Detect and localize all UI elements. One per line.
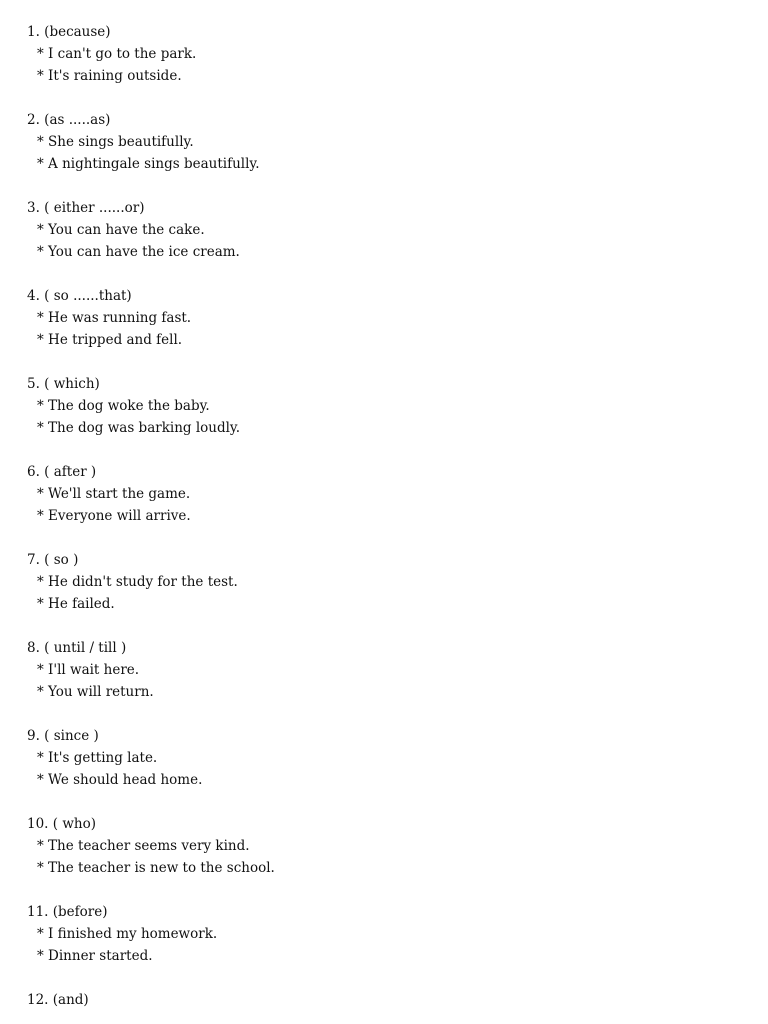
exercise-4	[27, 285, 768, 351]
exercise-sentence: * He didn't study for the test.	[37, 574, 238, 590]
exercise-sentence: * A nightingale sings beautifully.	[37, 156, 260, 172]
exercise-sentence: * The dog woke the baby.	[37, 398, 210, 414]
exercise-sentence: * You can have the ice cream.	[37, 244, 240, 260]
exercise-sentence: * I can't go to the park.	[37, 46, 197, 62]
exercise-12	[27, 989, 768, 1011]
exercise-8	[27, 637, 768, 703]
exercise-heading: 1. (because)	[27, 24, 111, 40]
exercise-sentence: * He was running fast.	[37, 310, 192, 326]
exercise-sentence: * I'll wait here.	[37, 662, 140, 678]
exercise-10	[27, 813, 768, 879]
exercise-heading: 9. ( since )	[27, 728, 99, 744]
exercise-11	[27, 901, 768, 967]
exercise-sentence: * We'll start the game.	[37, 486, 191, 502]
exercise-sentence: * The teacher seems very kind.	[37, 838, 250, 854]
exercise-sentence: * Dinner started.	[37, 948, 153, 964]
exercise-sentence: * The dog was barking loudly.	[37, 420, 241, 436]
exercise-3	[27, 197, 768, 263]
exercise-sentence: * We should head home.	[37, 772, 203, 788]
exercise-sentence: * The teacher is new to the school.	[37, 860, 275, 876]
exercise-7	[27, 549, 768, 615]
exercise-sentence: * Everyone will arrive.	[37, 508, 191, 524]
exercise-sentence: * You will return.	[37, 684, 154, 700]
exercise-1	[27, 21, 768, 87]
exercise-2	[27, 109, 768, 175]
exercise-heading: 7. ( so )	[27, 552, 79, 568]
exercise-5	[27, 373, 768, 439]
exercise-sentence: * She sings beautifully.	[37, 134, 194, 150]
exercise-sentence: * You can have the cake.	[37, 222, 205, 238]
exercise-heading: 3. ( either ......or)	[27, 200, 145, 216]
exercise-sentence: * I finished my homework.	[37, 926, 218, 942]
exercise-9	[27, 725, 768, 791]
exercise-heading: 8. ( until / till )	[27, 640, 127, 656]
exercise-heading: 6. ( after )	[27, 464, 97, 480]
exercise-sentence: * He tripped and fell.	[37, 332, 183, 348]
exercise-heading: 5. ( which)	[27, 376, 100, 392]
exercise-sentence: * It's raining outside.	[37, 68, 182, 84]
exercise-6	[27, 461, 768, 527]
exercise-heading: 11. (before)	[27, 904, 108, 920]
exercise-heading: 12. (and)	[27, 992, 89, 1008]
exercise-heading: 4. ( so ......that)	[27, 288, 132, 304]
exercise-heading: 2. (as .....as)	[27, 112, 111, 128]
exercise-heading: 10. ( who)	[27, 816, 96, 832]
exercise-sentence: * He failed.	[37, 596, 115, 612]
exercise-sentence: * It's getting late.	[37, 750, 158, 766]
